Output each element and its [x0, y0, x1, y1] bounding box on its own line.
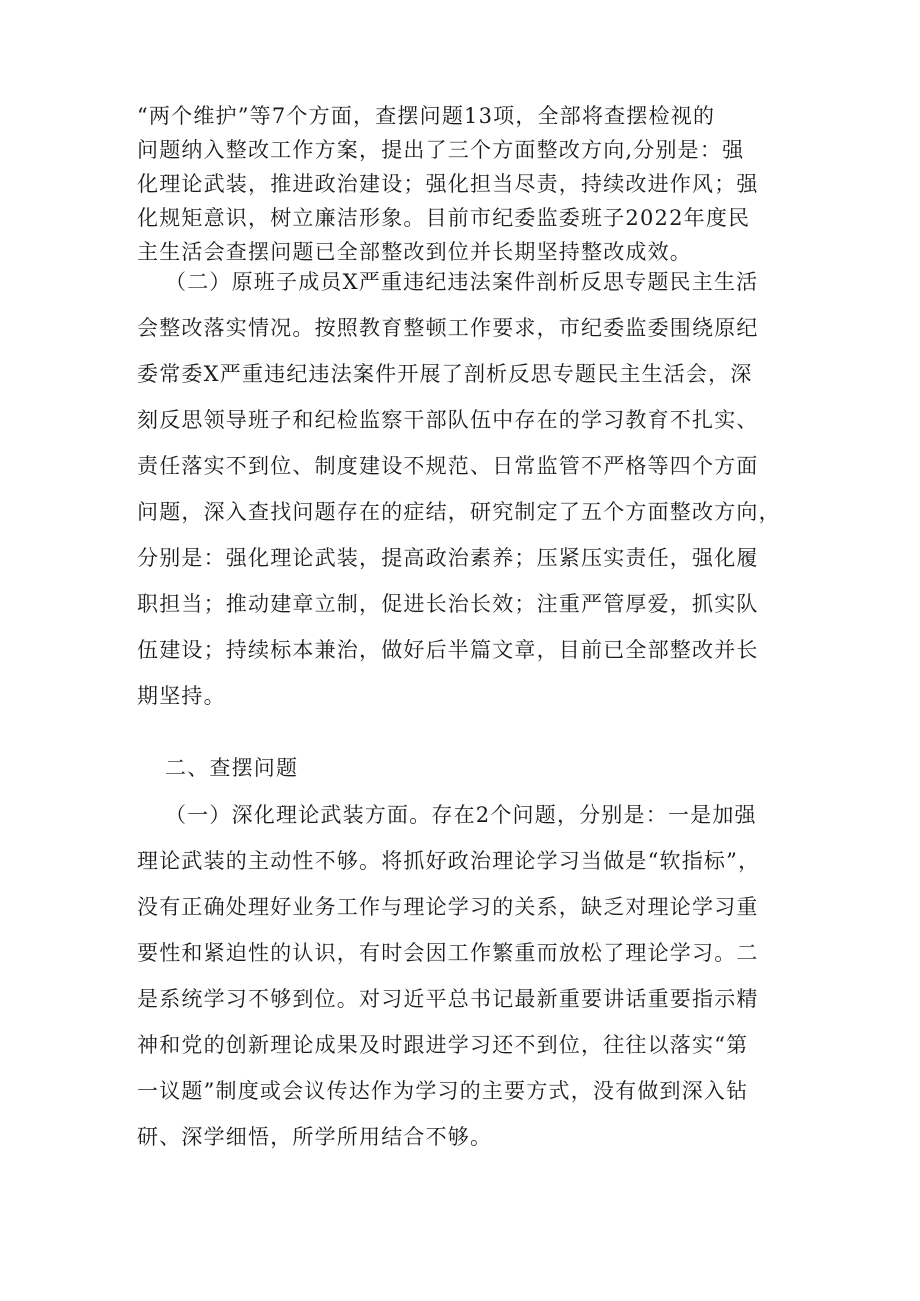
text-line: 责任落实不到位、制度建设不规范、日常监管不严格等四个方面 [137, 454, 759, 478]
text-line: 委常委X严重违纪违法案件开展了剖析反思专题民主生活会，深 [137, 362, 753, 386]
text-line: 是系统学习不够到位。对习近平总书记最新重要讲话重要指示精 [137, 987, 759, 1011]
text-line: 分别是：强化理论武装，提高政治素养；压紧压实责任，强化履 [137, 546, 759, 570]
text-line: 一议题”制度或会议传达作为学习的主要方式，没有做到深入钻 [137, 1079, 749, 1103]
section-heading-block [137, 745, 797, 791]
text-line: “两个维护”等7个方面，查摆问题13项，全部将查摆检视的 [137, 104, 716, 128]
text-line: 职担当；推动建章立制，促进长治长效；注重严管厚爱，抓实队 [137, 592, 759, 616]
text-line: 问题纳入整改工作方案，提出了三个方面整改方向,分别是：强 [137, 138, 745, 162]
text-line: 伍建设；持续标本兼治，做好后半篇文章，目前已全部整改并长 [137, 638, 759, 662]
text-line: 主生活会查摆问题已全部整改到位并长期坚持整改成效。 [137, 240, 692, 264]
text-line: （二）原班子成员X严重违纪违法案件剖析反思专题民主生活 [165, 270, 759, 294]
text-line: （一）深化理论武装方面。存在2个问题，分别是：一是加强 [165, 803, 757, 827]
section-heading: 二、查摆问题 [165, 756, 299, 780]
text-line: 要性和紧迫性的认识，有时会因工作繁重而放松了理论学习。二 [137, 941, 759, 965]
text-line: 刻反思领导班子和纪检监察干部队伍中存在的学习教育不扎实、 [137, 408, 759, 432]
text-line: 神和党的创新理论成果及时跟进学习还不到位，往往以落实“第 [137, 1033, 749, 1057]
paragraph-intro [137, 99, 797, 269]
text-line: 期坚持。 [137, 684, 226, 708]
text-line: 会整改落实情况。按照教育整顿工作要求，市纪委监委围绕原纪 [137, 316, 759, 340]
paragraph-section-two [137, 259, 797, 719]
text-line: 问题，深入查找问题存在的症结，研究制定了五个方面整改方向， [137, 500, 781, 524]
text-line: 化理论武装，推进政治建设；强化担当尽责，持续改进作风；强 [137, 172, 759, 196]
text-line: 化规矩意识，树立廉洁形象。目前市纪委监委班子2022年度民 [137, 206, 751, 230]
text-line: 研、深学细悟，所学所用结合不够。 [137, 1125, 493, 1149]
text-line: 理论武装的主动性不够。将抓好政治理论学习当做是“软指标”， [137, 849, 761, 873]
paragraph-theory [137, 792, 797, 1160]
text-line: 没有正确处理好业务工作与理论学习的关系，缺乏对理论学习重 [137, 895, 759, 919]
